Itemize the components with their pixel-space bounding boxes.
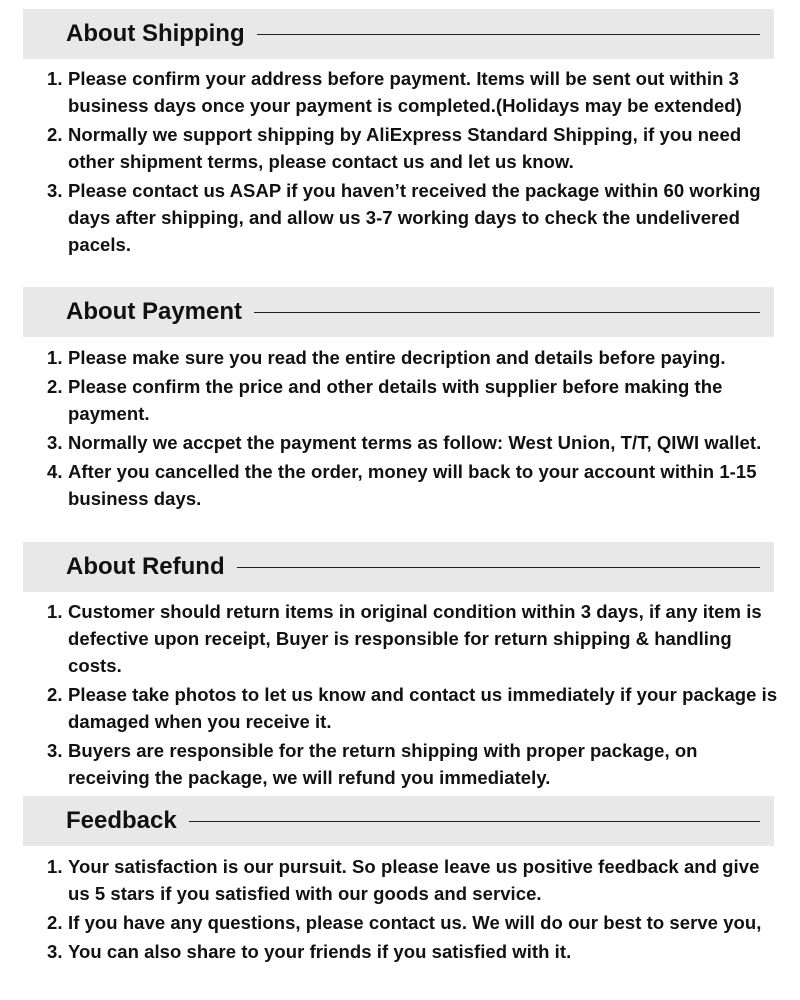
item-text: Your satisfaction is our pursuit. So please leave us positive feedback and give us 5 stars if you satisfied with our goods and service. xyxy=(68,856,760,904)
list-item xyxy=(0,373,780,427)
item-text: Customer should return items in original condition within 3 days, if any item is defective upon receipt, Buyer is responsible for return shipping & handling costs. xyxy=(68,601,762,676)
list-item xyxy=(0,429,780,456)
item-number: 1. xyxy=(47,601,63,622)
item-number: 1. xyxy=(47,856,63,877)
item-number: 1. xyxy=(47,68,63,89)
item-text: After you cancelled the the order, money will back to your account within 1-15 business days. xyxy=(68,461,757,509)
section-title: About Payment xyxy=(66,298,243,325)
shipping-list xyxy=(0,65,780,260)
item-number: 2. xyxy=(47,684,63,705)
feedback-list xyxy=(0,853,780,967)
item-text: If you have any questions, please contact us. We will do our best to serve you, xyxy=(68,912,762,933)
item-text: Normally we support shipping by AliExpress Standard Shipping, if you need other shipment terms, please contact us and let us know. xyxy=(68,124,742,172)
item-number: 3. xyxy=(47,740,63,761)
header-rule xyxy=(257,34,760,35)
item-number: 4. xyxy=(47,461,63,482)
header-rule xyxy=(254,312,760,313)
list-item xyxy=(0,737,780,791)
item-number: 3. xyxy=(47,180,63,201)
section-header xyxy=(23,287,774,337)
section-title: About Refund xyxy=(66,553,225,580)
list-item xyxy=(0,65,780,119)
list-item xyxy=(0,853,780,907)
list-item xyxy=(0,458,780,512)
item-number: 1. xyxy=(47,347,63,368)
item-text: You can also share to your friends if you satisfied with it. xyxy=(68,941,572,962)
item-number: 2. xyxy=(47,124,63,145)
item-number: 3. xyxy=(47,941,63,962)
list-item xyxy=(0,177,780,258)
item-text: Please make sure you read the entire decription and details before paying. xyxy=(68,347,726,368)
list-item xyxy=(0,909,780,936)
payment-list xyxy=(0,344,780,514)
section-header xyxy=(23,542,774,592)
list-item xyxy=(0,938,780,965)
refund-list xyxy=(0,598,780,793)
item-text: Normally we accpet the payment terms as follow: West Union, T/T, QIWI wallet. xyxy=(68,432,762,453)
header-rule xyxy=(189,821,760,822)
section-header xyxy=(23,796,774,846)
section-title: Feedback xyxy=(66,807,177,834)
list-item xyxy=(0,121,780,175)
item-number: 2. xyxy=(47,912,63,933)
item-text: Buyers are responsible for the return shipping with proper package, on receiving the package, we will refund you immediately. xyxy=(68,740,698,788)
section-header xyxy=(23,9,774,59)
item-number: 2. xyxy=(47,376,63,397)
item-number: 3. xyxy=(47,432,63,453)
list-item xyxy=(0,344,780,371)
item-text: Please take photos to let us know and contact us immediately if your package is damaged when you receive it. xyxy=(68,684,778,732)
item-text: Please contact us ASAP if you haven’t received the package within 60 working days after shipping, and allow us 3-7 working days to check the undelivered pacels. xyxy=(68,180,761,255)
section-title: About Shipping xyxy=(66,20,245,47)
item-text: Please confirm the price and other details with supplier before making the payment. xyxy=(68,376,723,424)
item-text: Please confirm your address before payment. Items will be sent out within 3 business days once your payment is completed.(Holidays may be extended) xyxy=(68,68,742,116)
list-item xyxy=(0,598,780,679)
header-rule xyxy=(237,567,760,568)
list-item xyxy=(0,681,780,735)
